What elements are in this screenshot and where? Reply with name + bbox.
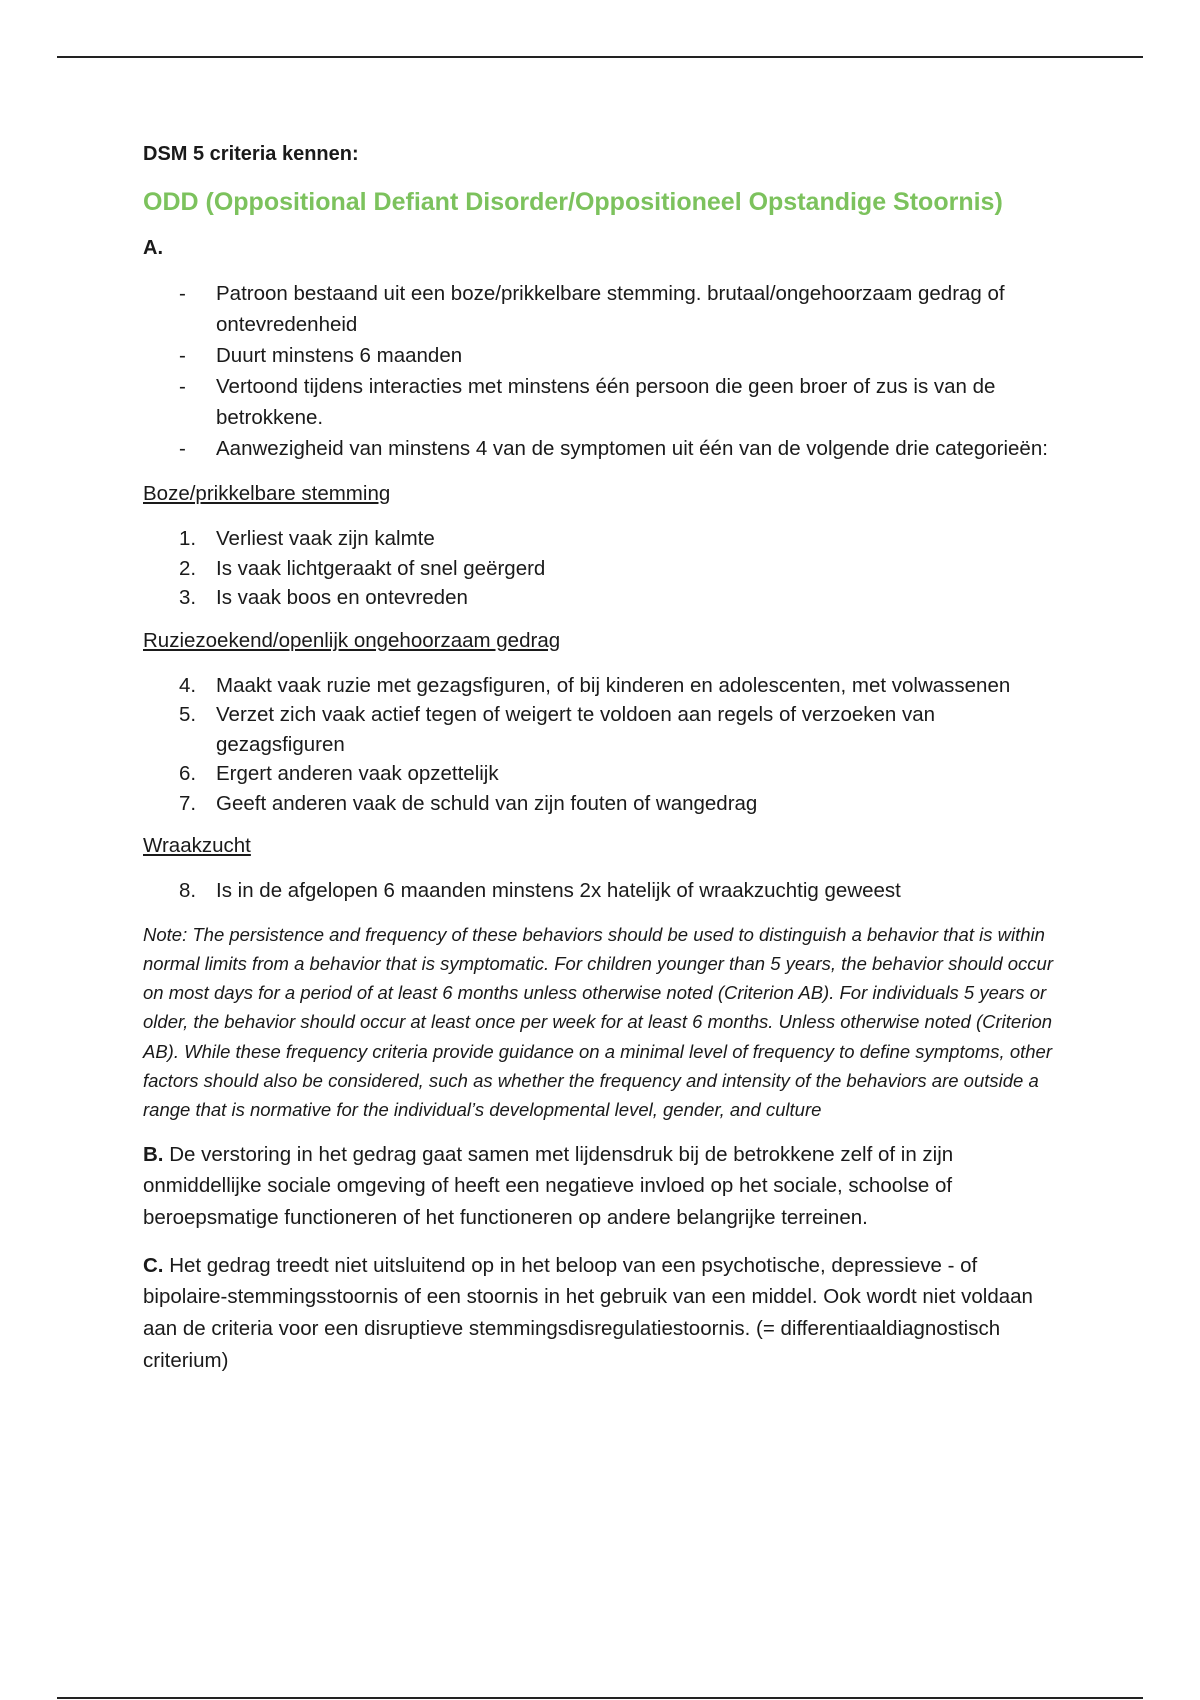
footer-rule bbox=[57, 1697, 1143, 1699]
list-item bbox=[143, 583, 1063, 613]
list-item bbox=[143, 700, 1063, 759]
symptom-list-irritable bbox=[143, 524, 1063, 613]
item-number: 8. bbox=[179, 879, 197, 902]
list-item-text: Patroon bestaand uit een boze/prikkelbare stemming. brutaal/ongehoorzaam gedrag of ontevredenheid bbox=[216, 282, 1005, 336]
category-heading-irritable: Boze/prikkelbare stemming bbox=[143, 482, 391, 505]
page-title: ODD (Oppositional Defiant Disorder/Oppositioneel Opstandige Stoornis) bbox=[143, 188, 1003, 216]
list-item bbox=[143, 371, 1063, 433]
list-item-text: Vertoond tijdens interacties met minstens één persoon die geen broer of zus is van de betrokkene. bbox=[216, 375, 996, 429]
document-body bbox=[143, 143, 1063, 1393]
dash-marker: - bbox=[179, 437, 186, 460]
list-item-text: Verliest vaak zijn kalmte bbox=[216, 527, 435, 550]
list-item-text: Duurt minstens 6 maanden bbox=[216, 344, 463, 367]
item-number: 5. bbox=[179, 703, 197, 726]
criterion-c-label: C. bbox=[143, 1253, 164, 1277]
dash-marker: - bbox=[179, 282, 186, 305]
list-item-text: Geeft anderen vaak de schuld van zijn fouten of wangedrag bbox=[216, 791, 758, 815]
item-number: 6. bbox=[179, 762, 197, 785]
criterion-a-label: A. bbox=[143, 237, 163, 259]
list-item bbox=[143, 524, 1063, 554]
category-heading-vindictive: Wraakzucht bbox=[143, 834, 251, 857]
criterion-b-text: De verstoring in het gedrag gaat samen met lijdensdruk bij de betrokkene zelf of in zijn onmiddellijke sociale omgeving of heeft een negatieve invloed op het sociale, schoolse of beroepsmatige functioneren of het functioneren op andere belangrijke terreinen. bbox=[143, 1142, 954, 1229]
list-item bbox=[143, 789, 1063, 819]
list-item-text: Is vaak lichtgeraakt of snel geërgerd bbox=[216, 556, 546, 580]
list-item-text: Aanwezigheid van minstens 4 van de symptomen uit één van de volgende drie categorieën: bbox=[216, 437, 1048, 460]
list-item bbox=[143, 759, 1063, 789]
criterion-c-text: Het gedrag treedt niet uitsluitend op in het beloop van een psychotische, depressieve - of bipolaire-stemmingsstoornis of een stoornis in het gebruik van een middel. Ook wordt niet voldaan aan de criteria voor een disruptieve stemmingsdisregulatiestoornis. (= differentiaaldiagnostisch criterium) bbox=[143, 1253, 1033, 1372]
list-item bbox=[143, 278, 1063, 340]
criterion-c bbox=[143, 1250, 1063, 1377]
list-item bbox=[143, 876, 1063, 906]
criterion-b-label: B. bbox=[143, 1142, 164, 1166]
criterion-b bbox=[143, 1139, 1063, 1234]
list-item-text: Is vaak boos en ontevreden bbox=[216, 586, 468, 609]
list-item-text: Maakt vaak ruzie met gezagsfiguren, of bij kinderen en adolescenten, met volwassenen bbox=[216, 673, 1011, 697]
dash-marker: - bbox=[179, 375, 186, 398]
list-item-text: Is in de afgelopen 6 maanden minstens 2x hatelijk of wraakzuchtig geweest bbox=[216, 879, 901, 902]
item-number: 4. bbox=[179, 673, 197, 697]
list-item-text: Ergert anderen vaak opzettelijk bbox=[216, 762, 499, 785]
frequency-note: Note: The persistence and frequency of these behaviors should be used to distinguish a behavior that is within normal limits from a behavior that is symptomatic. For children younger than 5 years, the behavior should occur on most days for a period of at least 6 months unless otherwise noted (Criterion AB). For individuals 5 years or older, the behavior should occur at least once per week for at least 6 months. Unless otherwise noted (Criterion AB). While these frequency criteria provide guidance on a minimal level of frequency to define symptoms, other factors should also be considered, such as whether the frequency and intensity of the behaviors are outside a range that is normative for the individual’s developmental level, gender, and culture bbox=[143, 923, 1053, 1121]
symptom-list-vindictive bbox=[143, 876, 1063, 906]
header-rule bbox=[57, 56, 1143, 58]
dash-marker: - bbox=[179, 344, 186, 367]
list-item bbox=[143, 554, 1063, 584]
category-heading-argumentative: Ruziezoekend/openlijk ongehoorzaam gedrag bbox=[143, 628, 561, 652]
intro-heading: DSM 5 criteria kennen: bbox=[143, 143, 359, 165]
list-item bbox=[143, 340, 1063, 371]
item-number: 7. bbox=[179, 791, 197, 815]
list-item bbox=[143, 671, 1063, 701]
symptom-list-argumentative bbox=[143, 671, 1063, 819]
list-item bbox=[143, 433, 1063, 464]
list-item-text: Verzet zich vaak actief tegen of weigert te voldoen aan regels of verzoeken van gezagsfiguren bbox=[216, 703, 936, 756]
item-number: 3. bbox=[179, 586, 197, 609]
item-number: 2. bbox=[179, 556, 197, 580]
item-number: 1. bbox=[179, 527, 197, 550]
criterion-a-list bbox=[143, 278, 1063, 464]
